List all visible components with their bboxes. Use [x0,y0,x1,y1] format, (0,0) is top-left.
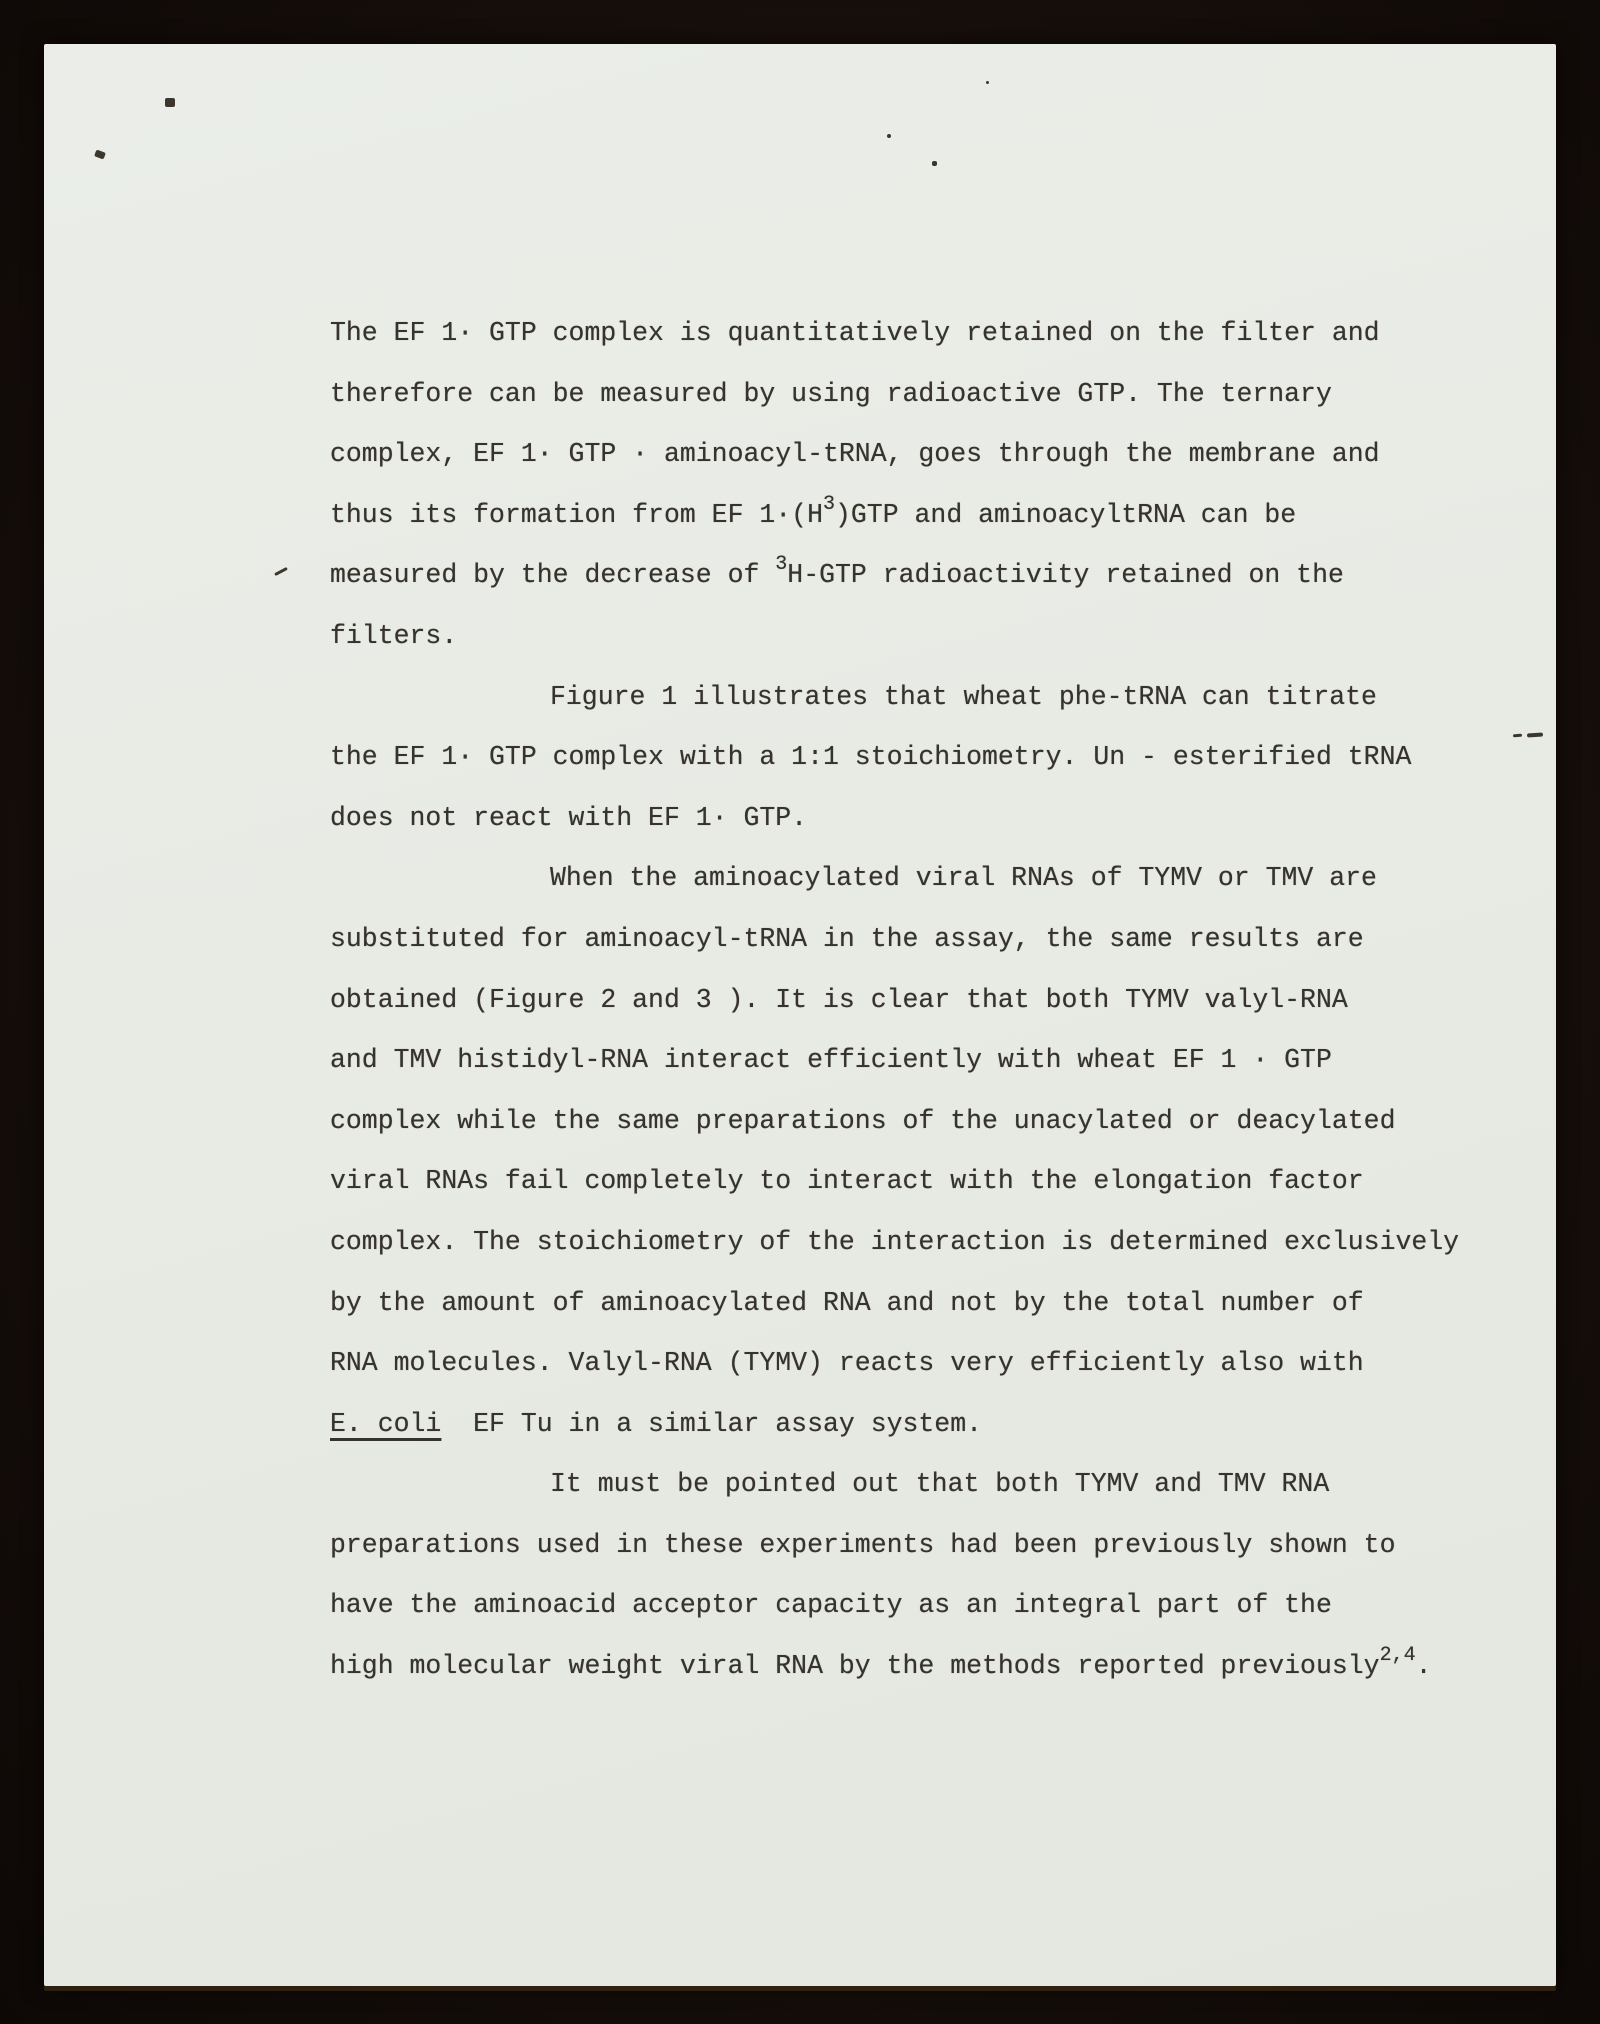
text-segment: It must be pointed out that both TYMV and TMV RNA [550,1469,1330,1500]
pencil-dash [1513,734,1522,738]
superscript-text: 2,4 [1379,1644,1416,1668]
ink-speck [932,161,937,166]
text-line [330,727,1530,788]
superscript-text: 3 [775,553,788,577]
text-segment: H-GTP radioactivity retained on the [787,560,1344,591]
text-line [330,909,1530,970]
text-segment: )GTP and aminoacyltRNA can be [835,499,1297,530]
text-segment: thus its formation from EF 1·(H [330,499,823,530]
text-line [330,970,1530,1031]
text-segment: substituted for aminoacyl-tRNA in the assay, the same results are [330,923,1364,954]
text-segment: measured by the decrease of [330,560,776,591]
ink-speck [986,81,989,84]
text-line [330,848,1530,909]
text-segment: preparations used in these experiments had been previously shown to [330,1529,1396,1560]
text-line [330,1636,1530,1697]
text-segment: and TMV histidyl-RNA interact efficiently with wheat EF 1 · GTP [330,1045,1332,1076]
text-segment: filters. [330,620,458,651]
text-line [330,364,1530,425]
text-line [330,303,1530,364]
text-line [330,667,1530,728]
ink-speck [887,134,891,138]
text-line [330,1091,1530,1152]
text-segment: Figure 1 illustrates that wheat phe-tRNA can titrate [550,681,1377,712]
text-line [330,1212,1530,1273]
text-line [330,485,1530,546]
text-segment: viral RNAs fail completely to interact with the elongation factor [330,1166,1364,1197]
text-segment: by the amount of aminoacylated RNA and not by the total number of [330,1287,1364,1318]
text-segment: The EF 1· GTP complex is quantitatively retained on the filter and [330,318,1380,348]
text-line [330,424,1530,485]
text-segment: complex while the same preparations of the unacylated or deacylated [330,1105,1396,1136]
text-line [330,606,1530,667]
text-segment: RNA molecules. Valyl-RNA (TYMV) reacts very efficiently also with [330,1348,1364,1379]
text-segment: obtained (Figure 2 and 3 ). It is clear that both TYMV valyl-RNA [330,984,1348,1015]
superscript-text: 3 [822,492,835,516]
text-segment: have the aminoacid acceptor capacity as an integral part of the [330,1590,1332,1621]
text-segment: does not react with EF 1· GTP. [330,802,808,833]
text-segment: . [1415,1651,1432,1682]
text-line [330,1151,1530,1212]
text-line [330,1515,1530,1576]
text-segment: complex, EF 1· GTP · aminoacyl-tRNA, goes through the membrane and [330,439,1380,470]
text-segment: When the aminoacylated viral RNAs of TYMV or TMV are [550,863,1377,894]
text-segment: high molecular weight viral RNA by the methods reported previously [330,1651,1380,1682]
text-line [330,1333,1530,1394]
text-line [330,545,1530,606]
text-line [330,788,1530,849]
ink-speck [165,98,175,107]
text-segment: therefore can be measured by using radioactive GTP. The ternary [330,378,1332,409]
text-segment: EF Tu in a similar assay system. [441,1408,983,1439]
text-line [330,1273,1530,1334]
underlined-text: E. coli [330,1408,442,1439]
text-line [330,1454,1530,1515]
text-segment: complex. The stoichiometry of the interaction is determined exclusively [330,1226,1460,1257]
text-segment: the EF 1· GTP complex with a 1:1 stoichiometry. Un - esterified tRNA [330,742,1412,773]
typed-text [330,303,1530,1697]
text-line [330,1030,1530,1091]
manuscript-page [44,44,1556,1986]
text-line [330,1575,1530,1636]
text-line [330,1394,1530,1455]
